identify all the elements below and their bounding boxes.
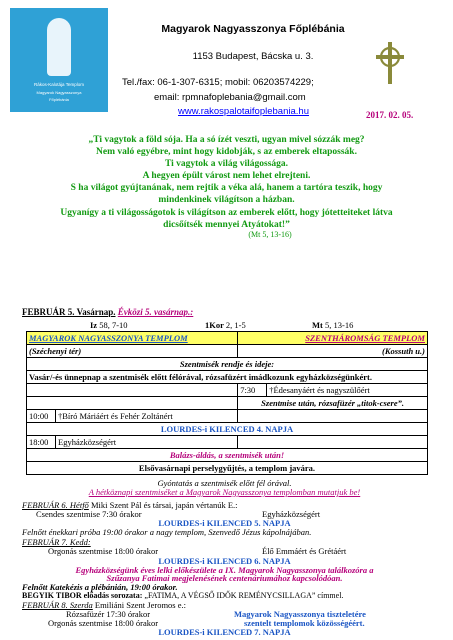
- table-row: [27, 462, 428, 475]
- weekday-mass-note: A hétköznapi szentmiséket a Magyarok Nagyasszonya templomban mutatjuk be!: [88, 487, 361, 498]
- monday-mass: Csendes szentmise 7:30 órakor: [36, 508, 142, 519]
- reading-2: [205, 320, 246, 330]
- monday-saint: Miki Szent Pál és társai, japán vértanúk E.:: [88, 499, 238, 510]
- monday-choir-rehearsal: Felnőtt énekkari próba 19:00 órakor a nagy templom, Szenvedő Jézus kápolnájában.: [22, 526, 312, 537]
- table-row: [27, 449, 428, 462]
- quote-line-7: Ugyanígy a ti világosságotok is világítson az emberek előtt, hogy jótetteiteket látva: [60, 208, 393, 218]
- sunday-date: FEBRUÁR 5. Vasárnap.: [22, 307, 116, 317]
- bulletin-date: 2017. 02. 05.: [366, 110, 414, 120]
- lourdes-novena-day-4: LOURDES-i KILENCED 4. NAPJA: [27, 423, 428, 436]
- wednesday-intention-line-1: Magyarok Nagyasszonya tiszteletére: [234, 608, 366, 619]
- confession-note: Gyóntatás a szentmisék előtt fél órával.: [157, 478, 292, 488]
- quote-line-1: „Ti vagytok a föld sója. Ha a só ízét veszti, ugyan mivel sózzák meg?: [88, 135, 365, 145]
- left-mass-intention-1: †Bíró Máriáért és Fehér Zoltánért: [56, 410, 238, 423]
- lourdes-novena-day-6: LOURDES-i KILENCED 6. NAPJA: [158, 555, 291, 566]
- left-mass-time-1: 10:00: [27, 410, 56, 423]
- reading-2-ref: 2, 1-5: [225, 320, 246, 330]
- parish-website-link[interactable]: www.rakospalotaifoplebania.hu: [178, 106, 309, 117]
- adult-catechesis: Felnőtt Katekézis a plébánián, 19:00 órakor.: [22, 581, 178, 592]
- table-row: [27, 436, 428, 449]
- reading-3-ref: 5, 13-16: [324, 320, 354, 330]
- left-mass-time-2: 18:00: [27, 436, 56, 449]
- collection-note: Elsővasárnapi perselygyűjtés, a templom javára.: [27, 462, 428, 475]
- reading-1-ref: 58, 7-10: [99, 320, 128, 330]
- parish-email: email: rpmnafoplebania@gmail.com: [154, 92, 306, 103]
- wednesday-saint: Emiliáni Szent Jeromos e.:: [92, 599, 186, 610]
- reading-1-book: Iz: [90, 320, 98, 330]
- table-row: [27, 410, 428, 423]
- table-row: [27, 332, 428, 345]
- reading-3-book: Mt: [312, 320, 323, 330]
- celtic-cross-icon: [373, 40, 407, 86]
- logo-line-2: Magyarok Nagyasszonya: [36, 90, 82, 95]
- right-church-name: SZENTHÁROMSÁG TEMPLOM: [238, 332, 428, 345]
- reading-2-book: 1Kor: [205, 320, 224, 330]
- quote-line-5: S ha világot gyújtanának, nem rejtik a véka alá, hanem a tartóra teszik, hogy: [70, 183, 383, 193]
- parish-address: 1153 Budapest, Bácska u. 3.: [192, 51, 314, 62]
- lecture-title: „FATIMA, A VÉGSŐ IDŐK REMÉNYCSILLAGA” címmel.: [142, 590, 344, 600]
- right-mass-time: 7:30: [238, 384, 267, 397]
- monday-date: FEBRUÁR 6. Hétfő: [22, 499, 89, 510]
- lecture-prefix: BEGYIK TIBOR előadás sorozata:: [22, 590, 143, 600]
- quote-line-3: Ti vagytok a világ világossága.: [164, 159, 289, 169]
- logo-line-3: Főplébánia: [49, 97, 69, 102]
- monday-mass-intention: Egyházközségért: [262, 508, 321, 519]
- blessing-note: Balázs-áldás, a szentmisék után!: [27, 449, 428, 462]
- quote-line-8: dicsőítsék mennyei Atyátokat!”: [163, 220, 290, 230]
- wednesday-mass: Orgonás szentmise 18:00 órakor: [48, 617, 159, 628]
- mass-order-title: Szentmisék rendje és ideje:: [27, 358, 428, 371]
- sunday-schedule-table: [26, 331, 428, 475]
- after-mass-note: Szentmise után, rózsafüzér „titok-csere”.: [238, 397, 428, 410]
- quote-line-4: A hegyen épült várost nem lehet elrejteni.: [142, 171, 311, 181]
- left-church-name: MAGYAROK NAGYASSZONYA TEMPLOM: [27, 332, 238, 345]
- retreat-line-2: Szűzanya Fatimai megjelenésének centenáriumához kapcsolódóan.: [106, 572, 343, 583]
- wednesday-intention-line-2: szentelt templomok közösségéért.: [244, 617, 365, 628]
- lourdes-novena-day-7: LOURDES-i KILENCED 7. NAPJA: [158, 627, 291, 637]
- table-row: [27, 345, 428, 358]
- tuesday-mass-intention: Élő Emmáért és Grétáért: [262, 546, 347, 557]
- table-row: [27, 358, 428, 371]
- sunday-heading: [22, 307, 193, 317]
- left-mass-intention-2: Egyházközségért: [56, 436, 238, 449]
- table-row: [27, 423, 428, 436]
- table-row: [27, 371, 428, 384]
- right-mass-intention: †Édesanyáért és nagyszülőért: [267, 384, 428, 397]
- quote-line-2: Nem való egyébre, mint hogy kidobják, s az emberek eltapossák.: [96, 147, 357, 157]
- tuesday-mass: Orgonás szentmise 18:00 órakor: [48, 546, 159, 557]
- madonna-figure-icon: [47, 18, 71, 76]
- logo-line-1: Rákos-Kalotája Templom: [34, 82, 84, 87]
- parish-title: Magyarok Nagyasszonya Főplébánia: [161, 23, 345, 35]
- table-row: [27, 397, 428, 410]
- right-church-place: (Kossuth u.): [238, 345, 428, 358]
- lourdes-novena-day-5: LOURDES-i KILENCED 5. NAPJA: [158, 517, 291, 528]
- quote-line-6: mindenkinek világítson a házban.: [158, 195, 295, 205]
- wednesday-date: FEBRUÁR 8. Szerda: [22, 599, 93, 610]
- reading-3: [312, 320, 353, 330]
- wednesday-rosary: Rózsafüzér 17:30 órakor: [66, 608, 151, 619]
- reading-1: [90, 320, 128, 330]
- parish-phone: Tel./fax: 06-1-307-6315; mobil: 06203574229;: [122, 77, 314, 88]
- parish-logo: [10, 8, 108, 112]
- table-row: [27, 384, 428, 397]
- quote-reference: (Mt 5, 13-16): [248, 230, 292, 239]
- sunday-name: Évközi 5. vasárnap.:: [117, 307, 194, 317]
- tuesday-date: FEBRUÁR 7. Kedd:: [22, 537, 91, 548]
- lecture-series: [22, 591, 343, 600]
- left-church-place: (Széchenyi tér): [27, 345, 238, 358]
- retreat-line-1: Egyházközségünk éves lelki előkészülete a IX. Magyarok Nagyasszonya találkozóra a: [75, 564, 374, 575]
- rosary-note: Vasár/-és ünnepnap a szentmisék előtt félórával, rózsafüzért imádkozunk egyházközségünkért.: [27, 371, 428, 384]
